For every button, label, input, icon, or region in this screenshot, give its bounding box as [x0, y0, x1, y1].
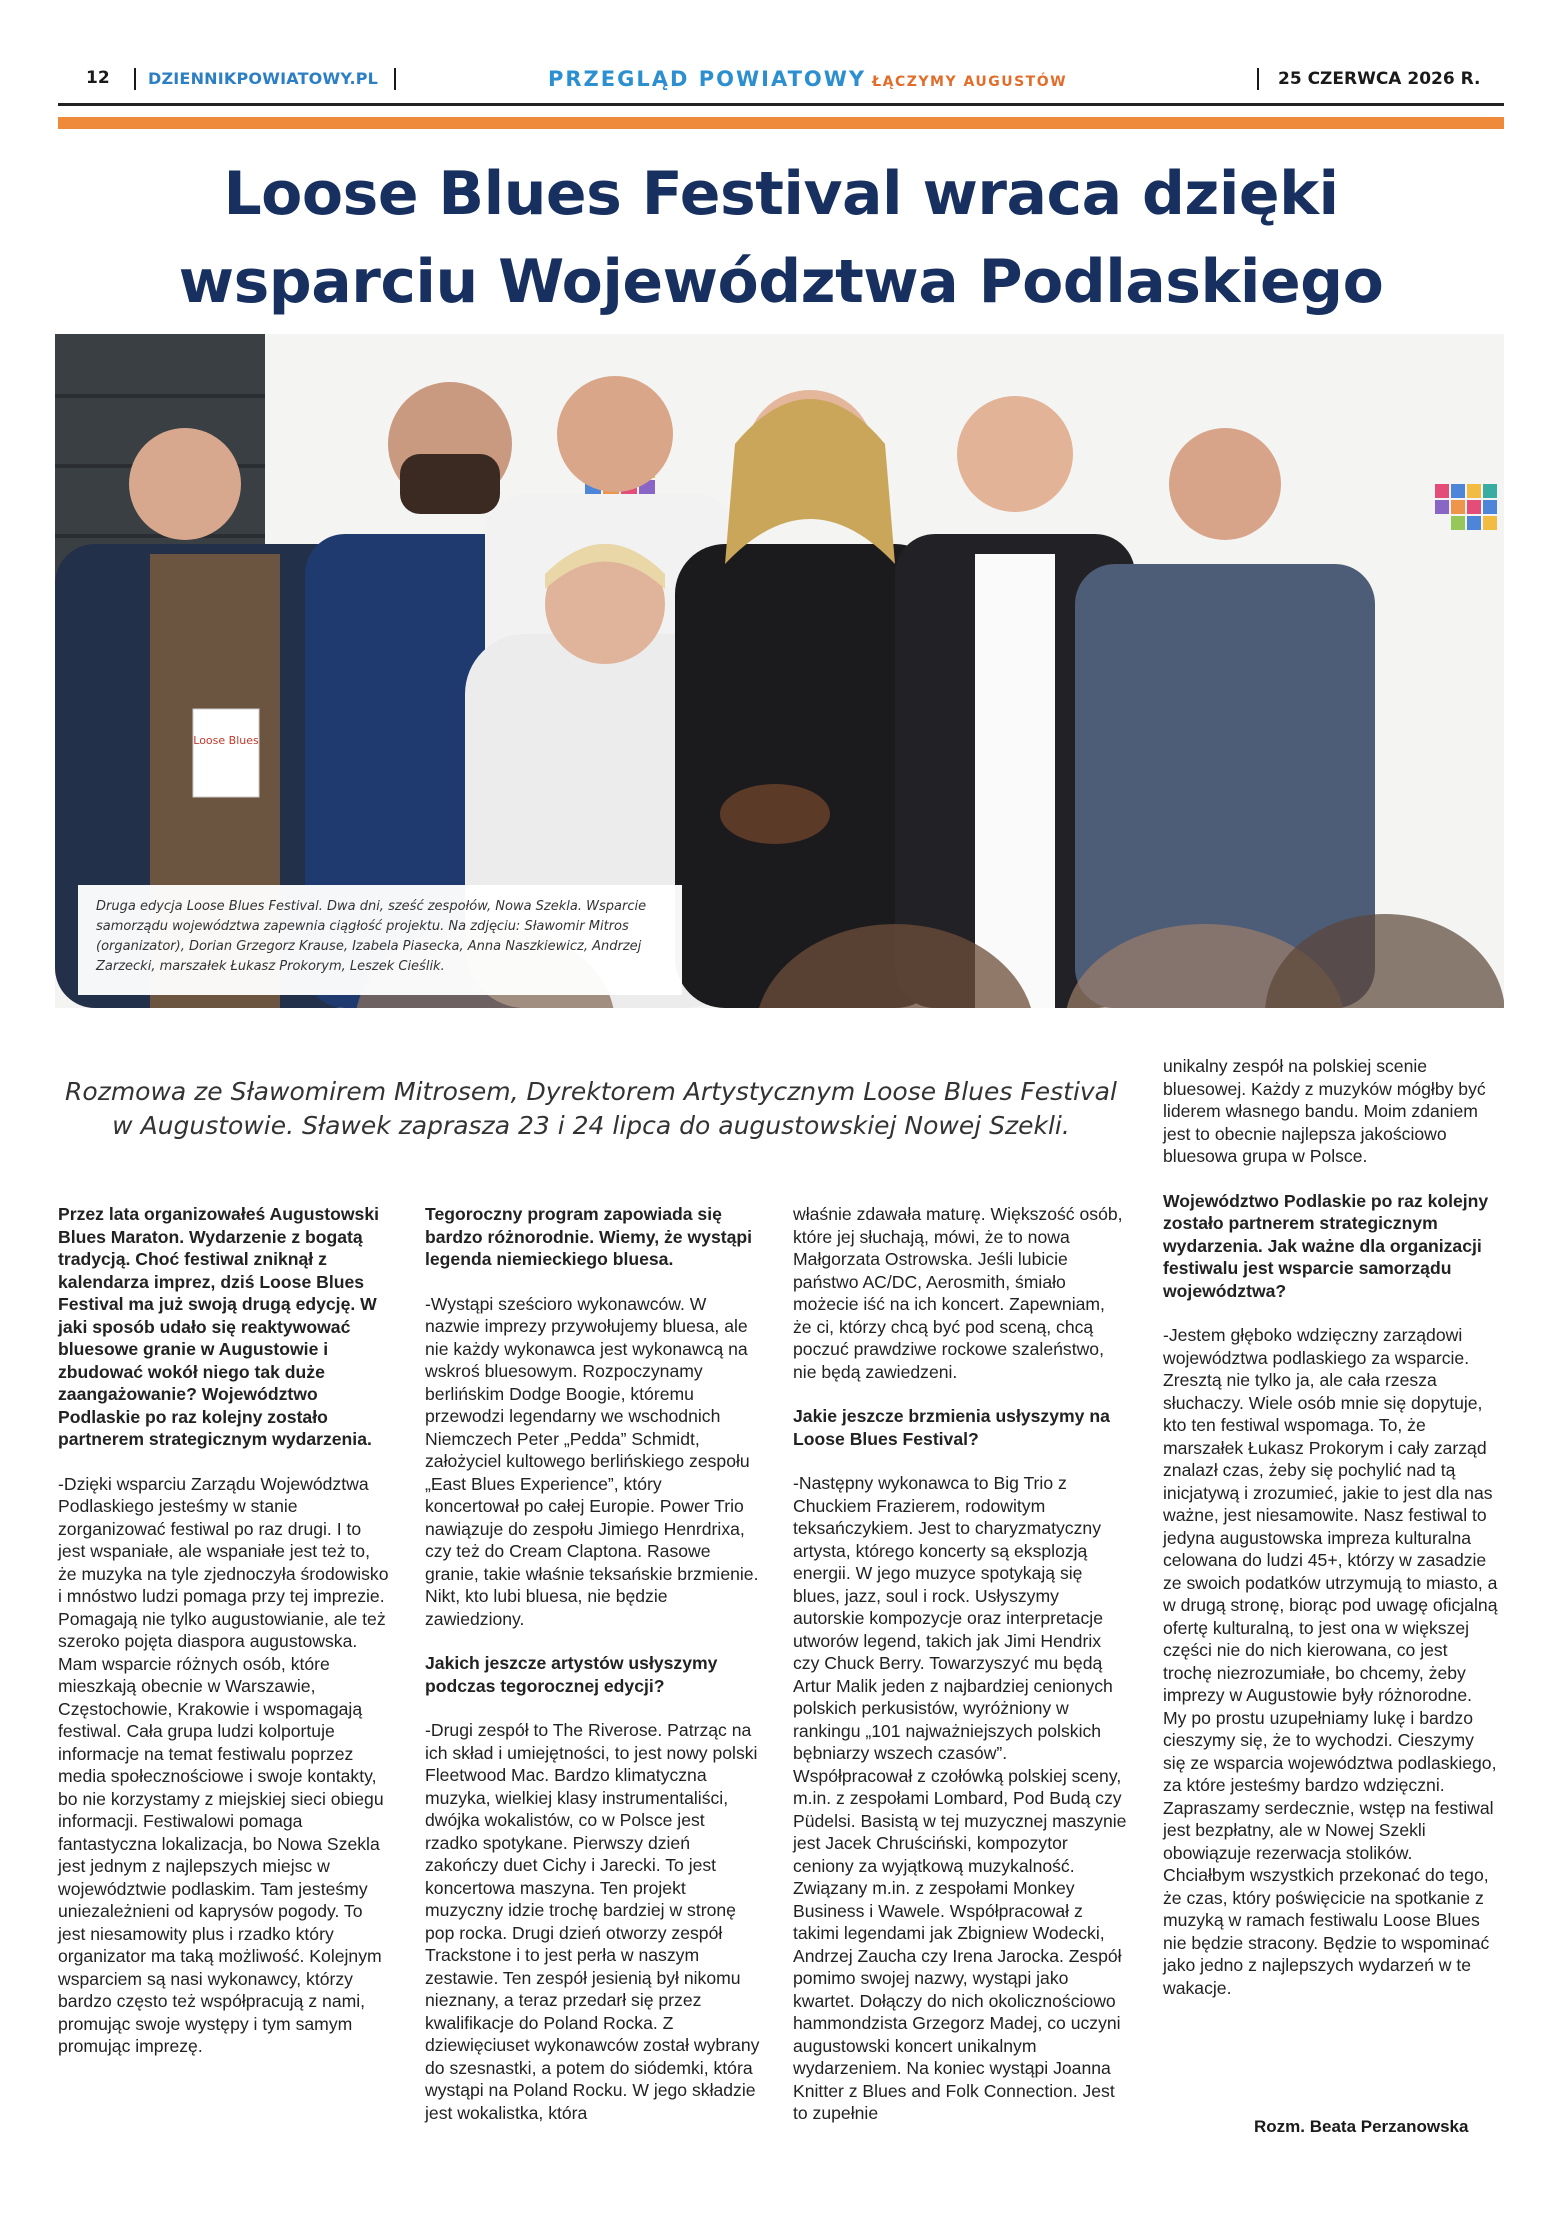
page-header — [0, 64, 1558, 104]
text-column-1 — [58, 1203, 393, 2080]
interview-answer: unikalny zespół na polskiej scenie bluesowej. Każdy z muzyków mógłby być liderem własnego bandu. Moim zdaniem jest to obecnie najlepsza jakościowo bluesowa grupa w Polsce. — [1163, 1056, 1486, 1166]
page-number: 12 — [86, 68, 110, 88]
issue-date: 25 CZERWCA 2026 R. — [1278, 69, 1481, 89]
divider — [134, 68, 136, 90]
accent-bar — [58, 117, 1504, 129]
interview-answer: właśnie zdawała maturę. Większość osób, które jej słuchają, mówi, że to nowa Małgorzata Ostrowska. Jeśli lubicie państwo AC/DC, Aerosmith, śmiało możecie iść na ich koncert. Zapewniam, że ci, którzy chcą być pod sceną, chcą poczuć prawdziwe rockowe szaleństwo, nie będą zawiedzeni. — [793, 1204, 1123, 1382]
interview-question: Jakie jeszcze brzmienia usłyszymy na Loose Blues Festival? — [793, 1406, 1110, 1449]
masthead — [548, 67, 1067, 91]
header-rule — [58, 103, 1504, 106]
interview-answer: -Dzięki wsparciu Zarządu Województwa Podlaskiego jesteśmy w stanie zorganizować festiwal po raz drugi. I to jest wspaniałe, ale wspaniałe jest też to, że muzyka na tyle zjednoczyła środowisko i mnóstwo ludzi pomaga przy tej imprezie. Pomagają nie tylko augustowianie, ale też szeroko pojęta diaspora augustowska. Mam wsparcie różnych osób, które mieszkają obecnie w Warszawie, Częstochowie, Krakowie i wspomagają festiwal. Cała grupa ludzi kolportuje informacje na temat festiwalu poprzez media społecznościowe i swoje kontakty, bo nie korzystamy z miejskiej sieci obiegu informacji. Festiwalowi pomaga fantastyczna lokalizacja, bo Nowa Szekla jest jednym z najlepszych miejsc w województwie podlaskim. Tam jesteśmy uniezależnieni od kaprysów pogody. To jest niesamowity plus i rzadko który organizator ma taką możliwość. Kolejnym wsparciem są nasi wykonawcy, którzy bardzo często też współpracują z nami, promując swoje występy i tym samym promując imprezę. — [58, 1473, 389, 2056]
interview-question: Tegoroczny program zapowiada się bardzo różnorodnie. Wiemy, że wystąpi legenda niemieckiego bluesa. — [425, 1204, 753, 1269]
divider — [1257, 68, 1259, 90]
interview-question: Województwo Podlaskie po raz kolejny zostało partnerem strategicznym wydarzenia. Jak ważne dla organizacji festiwalu jest wsparcie samorządu województwa? — [1163, 1190, 1489, 1301]
text-column-4 — [1163, 1055, 1498, 2021]
author-signature: Rozm. Beata Perzanowska — [1254, 2117, 1469, 2136]
text-column-3 — [793, 1203, 1128, 2147]
article-photo — [55, 334, 1504, 1008]
photo-caption: Druga edycja Loose Blues Festival. Dwa dni, sześć zespołów, Nowa Szekla. Wsparcie samorządu województwa zapewnia ciągłość projektu. Na zdjęciu: Sławomir Mitros (organizator), Dorian Grzegorz Krause, Izabela Piasecka, Anna Naszkiewicz, Andrzej Zarzecki, marszałek Łukasz Prokorym, Leszek Cieślik. — [78, 885, 682, 995]
site-link[interactable]: DZIENNIKPOWIATOWY.PL — [148, 69, 379, 88]
interview-answer: -Wystąpi sześcioro wykonawców. W nazwie imprezy przywołujemy bluesa, ale nie każdy wykonawca jest wykonawcą na wskroś bluesowym. Rozpoczynamy berlińskim Dodge Boogie, któremu przewodzi legendarny we wschodnich Niemczech Peter „Pedda” Schmidt, założyciel kultowego berlińskiego zespołu „East Blues Experience”, który koncertował po całej Europie. Power Trio nawiązuje do zespołu Jimiego Henrdrixa, czy też do Cream Claptona. Rasowe granie, takie właśnie teksańskie brzmienie. Nikt, kto lubi bluesa, nie będzie zawiedziony. — [425, 1293, 759, 1629]
masthead-slogan: ŁĄCZYMY AUGUSTÓW — [872, 74, 1068, 90]
badge-label: Loose Blues — [193, 734, 259, 747]
text-column-2 — [425, 1203, 760, 2146]
interview-question: Przez lata organizowałeś Augustowski Blues Maraton. Wydarzenie z bogatą tradycją. Choć festiwal zniknął z kalendarza imprez, dziś Loose Blues Festival ma już swoją drugą edycję. W jaki sposób udało się reaktywować bluesowe granie w Augustowie i zbudować wokół niego tak duże zaangażowanie? Województwo Podlaskie po raz kolejny zostało partnerem strategicznym wydarzenia. — [58, 1204, 379, 1449]
divider — [394, 68, 396, 90]
interview-question: Jakich jeszcze artystów usłyszymy podczas tegorocznej edycji? — [425, 1653, 718, 1696]
interview-answer: -Następny wykonawca to Big Trio z Chuckiem Frazierem, rodowitym teksańczykiem. Jest to charyzmatyczny artysta, którego koncerty są eksplozją energii. W jego muzyce spotykają się blues, jazz, soul i rock. Usłyszymy autorskie kompozycje oraz interpretacje utworów legend, takich jak Jimi Hendrix czy Chuck Berry. Towarzyszyć mu będą Artur Malik jeden z najbardziej cenionych polskich perkusistów, wyróżniony w rankingu „101 najważniejszych polskich bębniarzy wszech czasów”. Współpracował z czołówką polskiej sceny, m.in. z zespołami Lombard, Pod Budą czy Püdelsi. Basistą w tej muzycznej maszynie jest Jacek Chruściński, kompozytor ceniony za wyjątkową muzykalność. Związany m.in. z zespołami Monkey Business i Wawele. Współpracował z takimi legendami jak Zbigniew Wodecki, Andrzej Zaucha czy Irena Jarocka. Zespół pomimo swojej nazwy, wystąpi jako kwartet. Dołączy do nich okolicznościowo hammondzista Grzegorz Madej, co uczyni augustowski koncert unikalnym wydarzeniem. Na koniec wystąpi Joanna Knitter z Blues and Folk Connection. Jest to zupełnie — [793, 1473, 1127, 2123]
article-title — [58, 150, 1504, 326]
title-line: Loose Blues Festival wraca dzięki — [223, 159, 1339, 229]
interview-answer: -Drugi zespół to The Riverose. Patrząc na ich skład i umiejętności, to jest nowy polski Fleetwood Mac. Bardzo klimatyczna muzyka, wielkiej klasy instrumentaliści, dwójka wokalistów, co w Polsce jest rzadko spotykane. Pierwszy dzień zakończy duet Cichy i Jarecki. To jest koncertowa maszyna. Ten projekt muzyczny idzie trochę bardziej w stronę pop rocka. Drugi dzień otworzy zespół Trackstone i to jest perła w naszym zestawie. Ten zespół jesienią był nikomu nieznany, a teraz przedarł się przez kwalifikacje do Poland Rocka. Z dziewięciuset wykonawców został wybrany do szesnastki, a potem do siódemki, która wystąpi na Poland Rocku. W jego składzie jest wokalistka, która — [425, 1720, 760, 2123]
masthead-title: PRZEGLĄD POWIATOWY — [548, 67, 867, 91]
article-lead: Rozmowa ze Sławomirem Mitrosem, Dyrektorem Artystycznym Loose Blues Festival w Augustowie. Sławek zaprasza 23 i 24 lipca do augustowskiej Nowej Szekli. — [65, 1077, 1117, 1140]
interview-answer: -Jestem głęboko wdzięczny zarządowi województwa podlaskiego za wsparcie. Zresztą nie tylko ja, ale cała rzesza słuchaczy. Wiele osób mnie się dopytuje, kto ten festiwal wspomaga. To, że marszałek Łukasz Prokorym i cały zarząd znalazł czas, żeby się pochylić nad tą inicjatywą i zrozumieć, jakie to jest dla nas ważne, jest niesamowite. Nasz festiwal to jedyna augustowska impreza kulturalna celowana do ludzi 45+, którzy w zasadzie ze swoich podatków utrzymują to miasto, a w drugą stronę, biorąc pod uwagę oficjalną ofertę kulturalną, to jest ona w większej części nie do nich kierowana, co jest trochę niezrozumiałe, bo chcemy, żeby imprezy w Augustowie były różnorodne. My po prostu uzupełniamy lukę i bardzo cieszymy się, że to wychodzi. Cieszymy się ze wsparcia województwa podlaskiego, za które jesteśmy bardzo wdzięczni. Zapraszamy serdecznie, wstęp na festiwal jest bezpłatny, ale w Nowej Szekli obowiązuje rezerwacja stolików. Chciałbym wszystkich przekonać do tego, że czas, który poświęcicie na spotkanie z muzyką w ramach festiwalu Loose Blues nie będzie stracony. Będzie to wspominać jako jedno z najlepszych wydarzeń w te wakacje. — [1163, 1325, 1498, 1998]
title-line: wsparciu Województwa Podlaskiego — [178, 247, 1384, 317]
